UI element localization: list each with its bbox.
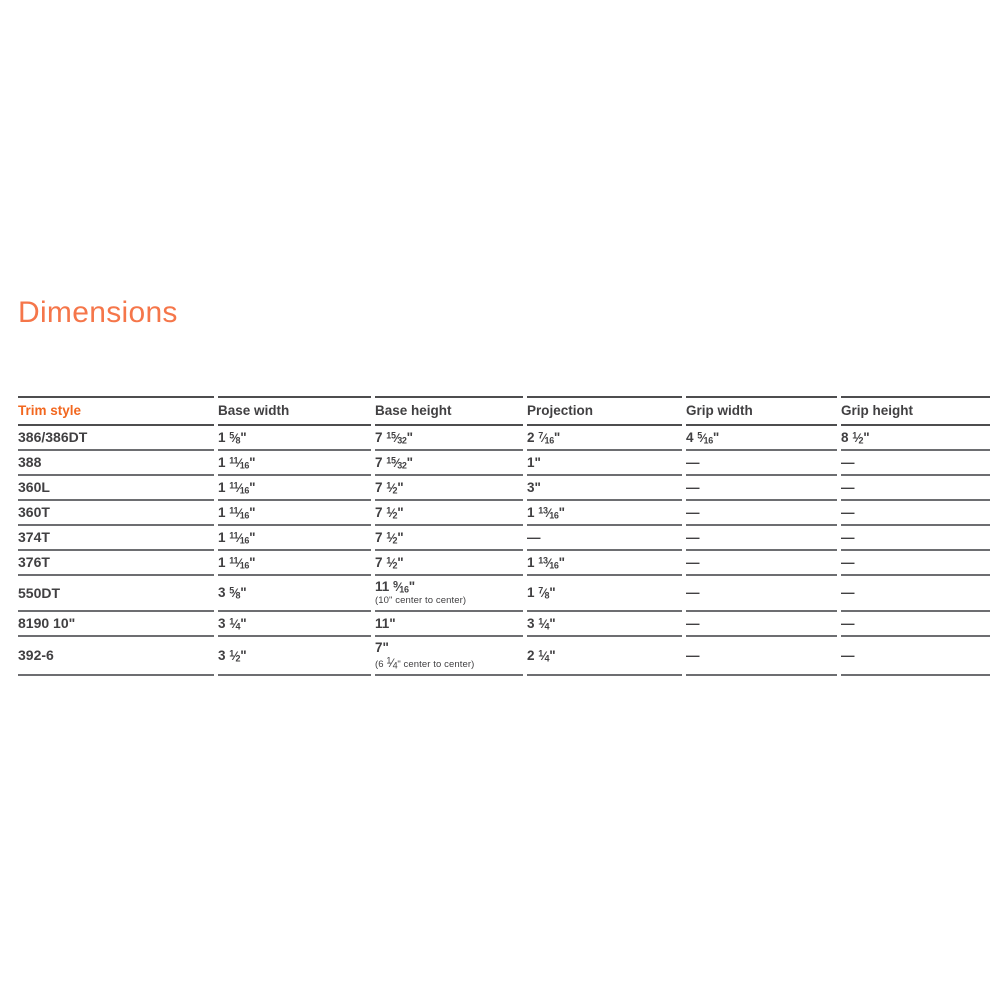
grip-height-cell bbox=[841, 612, 990, 637]
measurement-value: 11 $^9⁄_{16}$" bbox=[375, 579, 416, 595]
measurement-value: 1 $^{11}⁄_{16}$" bbox=[218, 529, 256, 545]
column-header-grip-width: Grip width bbox=[686, 396, 837, 426]
base-width-cell bbox=[218, 426, 371, 451]
measurement-value: — bbox=[686, 529, 700, 545]
trim-style-value: 8190 10" bbox=[18, 615, 76, 631]
trim-style-value: 374T bbox=[18, 529, 50, 545]
base-height-cell bbox=[375, 451, 523, 476]
grip-height-cell bbox=[841, 501, 990, 526]
measurement-value: — bbox=[841, 615, 855, 631]
grip-height-cell bbox=[841, 576, 990, 612]
measurement-value: — bbox=[686, 647, 700, 663]
trim-style-value: 550DT bbox=[18, 584, 61, 601]
grip-height-cell bbox=[841, 426, 990, 451]
measurement-value: 3 $^5⁄_8$" bbox=[218, 585, 247, 601]
base-width-cell bbox=[218, 451, 371, 476]
measurement-value: 3 $^1⁄_4$" bbox=[218, 615, 247, 631]
cell-note: (10" center to center) bbox=[375, 595, 467, 606]
base-width-cell bbox=[218, 637, 371, 676]
grip-width-cell bbox=[686, 451, 837, 476]
measurement-value: — bbox=[841, 479, 855, 495]
base-width-cell bbox=[218, 476, 371, 501]
measurement-value: — bbox=[841, 554, 855, 570]
trim-style-cell bbox=[18, 526, 214, 551]
column-header-grip-height: Grip height bbox=[841, 396, 990, 426]
grip-width-cell bbox=[686, 476, 837, 501]
measurement-value: 3 $^1⁄_4$" bbox=[527, 615, 556, 631]
measurement-value: 1 $^{11}⁄_{16}$" bbox=[218, 554, 256, 570]
trim-style-value: 376T bbox=[18, 554, 50, 570]
page-title: Dimensions bbox=[18, 296, 178, 329]
table-row bbox=[18, 526, 990, 551]
cell-note: (6 $^1⁄_4$" center to center) bbox=[375, 655, 475, 671]
measurement-value: — bbox=[841, 585, 855, 600]
trim-style-cell bbox=[18, 451, 214, 476]
measurement-value: — bbox=[686, 615, 700, 631]
measurement-value: 7 $^{15}⁄_{32}$" bbox=[375, 454, 414, 470]
projection-cell bbox=[527, 612, 682, 637]
measurement-value: 7" bbox=[375, 640, 389, 655]
base-height-cell bbox=[375, 526, 523, 551]
grip-width-cell bbox=[686, 637, 837, 676]
trim-style-value: 392-6 bbox=[18, 647, 54, 663]
table-row bbox=[18, 476, 990, 501]
trim-style-cell bbox=[18, 501, 214, 526]
projection-cell bbox=[527, 501, 682, 526]
grip-width-cell bbox=[686, 612, 837, 637]
measurement-value: 1 $^{11}⁄_{16}$" bbox=[218, 454, 256, 470]
projection-cell bbox=[527, 576, 682, 612]
projection-cell bbox=[527, 426, 682, 451]
base-width-cell bbox=[218, 551, 371, 576]
projection-cell bbox=[527, 637, 682, 676]
measurement-value: 1 $^{11}⁄_{16}$" bbox=[218, 504, 256, 520]
trim-style-cell bbox=[18, 476, 214, 501]
base-height-cell bbox=[375, 426, 523, 451]
header-row bbox=[18, 396, 990, 426]
trim-style-value: 360T bbox=[18, 504, 50, 520]
grip-width-cell bbox=[686, 426, 837, 451]
trim-style-cell bbox=[18, 551, 214, 576]
measurement-value: 1 $^7⁄_8$" bbox=[527, 585, 556, 601]
measurement-value: — bbox=[686, 504, 700, 520]
measurement-value: — bbox=[686, 454, 700, 470]
measurement-value: 7 $^{15}⁄_{32}$" bbox=[375, 429, 414, 445]
table-row bbox=[18, 637, 990, 676]
base-height-cell bbox=[375, 476, 523, 501]
projection-cell bbox=[527, 476, 682, 501]
base-width-cell bbox=[218, 501, 371, 526]
grip-height-cell bbox=[841, 551, 990, 576]
table-row bbox=[18, 551, 990, 576]
measurement-value: 4 $^5⁄_{16}$" bbox=[686, 429, 720, 445]
measurement-value: — bbox=[686, 585, 700, 600]
measurement-value: — bbox=[841, 454, 855, 470]
measurement-value: 2 $^1⁄_4$" bbox=[527, 647, 556, 663]
column-header-base-height: Base height bbox=[375, 396, 523, 426]
measurement-value: — bbox=[841, 529, 855, 545]
grip-width-cell bbox=[686, 551, 837, 576]
projection-cell bbox=[527, 451, 682, 476]
trim-style-cell bbox=[18, 576, 214, 612]
measurement-value: — bbox=[841, 504, 855, 520]
grip-width-cell bbox=[686, 526, 837, 551]
trim-style-value: 360L bbox=[18, 479, 50, 495]
measurement-value: — bbox=[686, 554, 700, 570]
base-width-cell bbox=[218, 576, 371, 612]
projection-cell bbox=[527, 526, 682, 551]
measurement-value: 7 $^1⁄_2$" bbox=[375, 479, 404, 495]
projection-cell bbox=[527, 551, 682, 576]
column-header-projection: Projection bbox=[527, 396, 682, 426]
base-width-cell bbox=[218, 612, 371, 637]
table-row bbox=[18, 426, 990, 451]
base-width-cell bbox=[218, 526, 371, 551]
base-height-cell bbox=[375, 501, 523, 526]
measurement-value: 1 $^5⁄_8$" bbox=[218, 429, 247, 445]
measurement-value: 7 $^1⁄_2$" bbox=[375, 529, 404, 545]
grip-height-cell bbox=[841, 637, 990, 676]
measurement-value: 3 $^1⁄_2$" bbox=[218, 647, 247, 663]
base-height-cell bbox=[375, 637, 523, 676]
measurement-value: 2 $^7⁄_{16}$" bbox=[527, 429, 561, 445]
measurement-value: 3" bbox=[527, 479, 541, 495]
dimensions-table bbox=[14, 396, 994, 676]
grip-height-cell bbox=[841, 526, 990, 551]
base-height-cell bbox=[375, 612, 523, 637]
measurement-value: 8 $^1⁄_2$" bbox=[841, 429, 870, 445]
trim-style-cell bbox=[18, 426, 214, 451]
table-header bbox=[18, 396, 990, 426]
base-height-cell bbox=[375, 551, 523, 576]
measurement-value: 7 $^1⁄_2$" bbox=[375, 504, 404, 520]
trim-style-value: 388 bbox=[18, 454, 42, 470]
base-height-cell bbox=[375, 576, 523, 612]
grip-height-cell bbox=[841, 476, 990, 501]
grip-width-cell bbox=[686, 576, 837, 612]
grip-height-cell bbox=[841, 451, 990, 476]
table-row bbox=[18, 612, 990, 637]
measurement-value: 11" bbox=[375, 615, 396, 631]
measurement-value: 1" bbox=[527, 454, 541, 470]
table-row bbox=[18, 576, 990, 612]
table-row bbox=[18, 501, 990, 526]
trim-style-value: 386/386DT bbox=[18, 429, 88, 445]
measurement-value: 1 $^{13}⁄_{16}$" bbox=[527, 554, 566, 570]
measurement-value: 7 $^1⁄_2$" bbox=[375, 554, 404, 570]
table-row bbox=[18, 451, 990, 476]
measurement-value: — bbox=[686, 479, 700, 495]
column-header-trim-style: Trim style bbox=[18, 396, 214, 426]
measurement-value: — bbox=[527, 529, 541, 545]
measurement-value: — bbox=[841, 647, 855, 663]
measurement-value: 1 $^{11}⁄_{16}$" bbox=[218, 479, 256, 495]
trim-style-cell bbox=[18, 637, 214, 676]
column-header-base-width: Base width bbox=[218, 396, 371, 426]
table-body bbox=[18, 426, 990, 676]
trim-style-cell bbox=[18, 612, 214, 637]
measurement-value: 1 $^{13}⁄_{16}$" bbox=[527, 504, 566, 520]
grip-width-cell bbox=[686, 501, 837, 526]
